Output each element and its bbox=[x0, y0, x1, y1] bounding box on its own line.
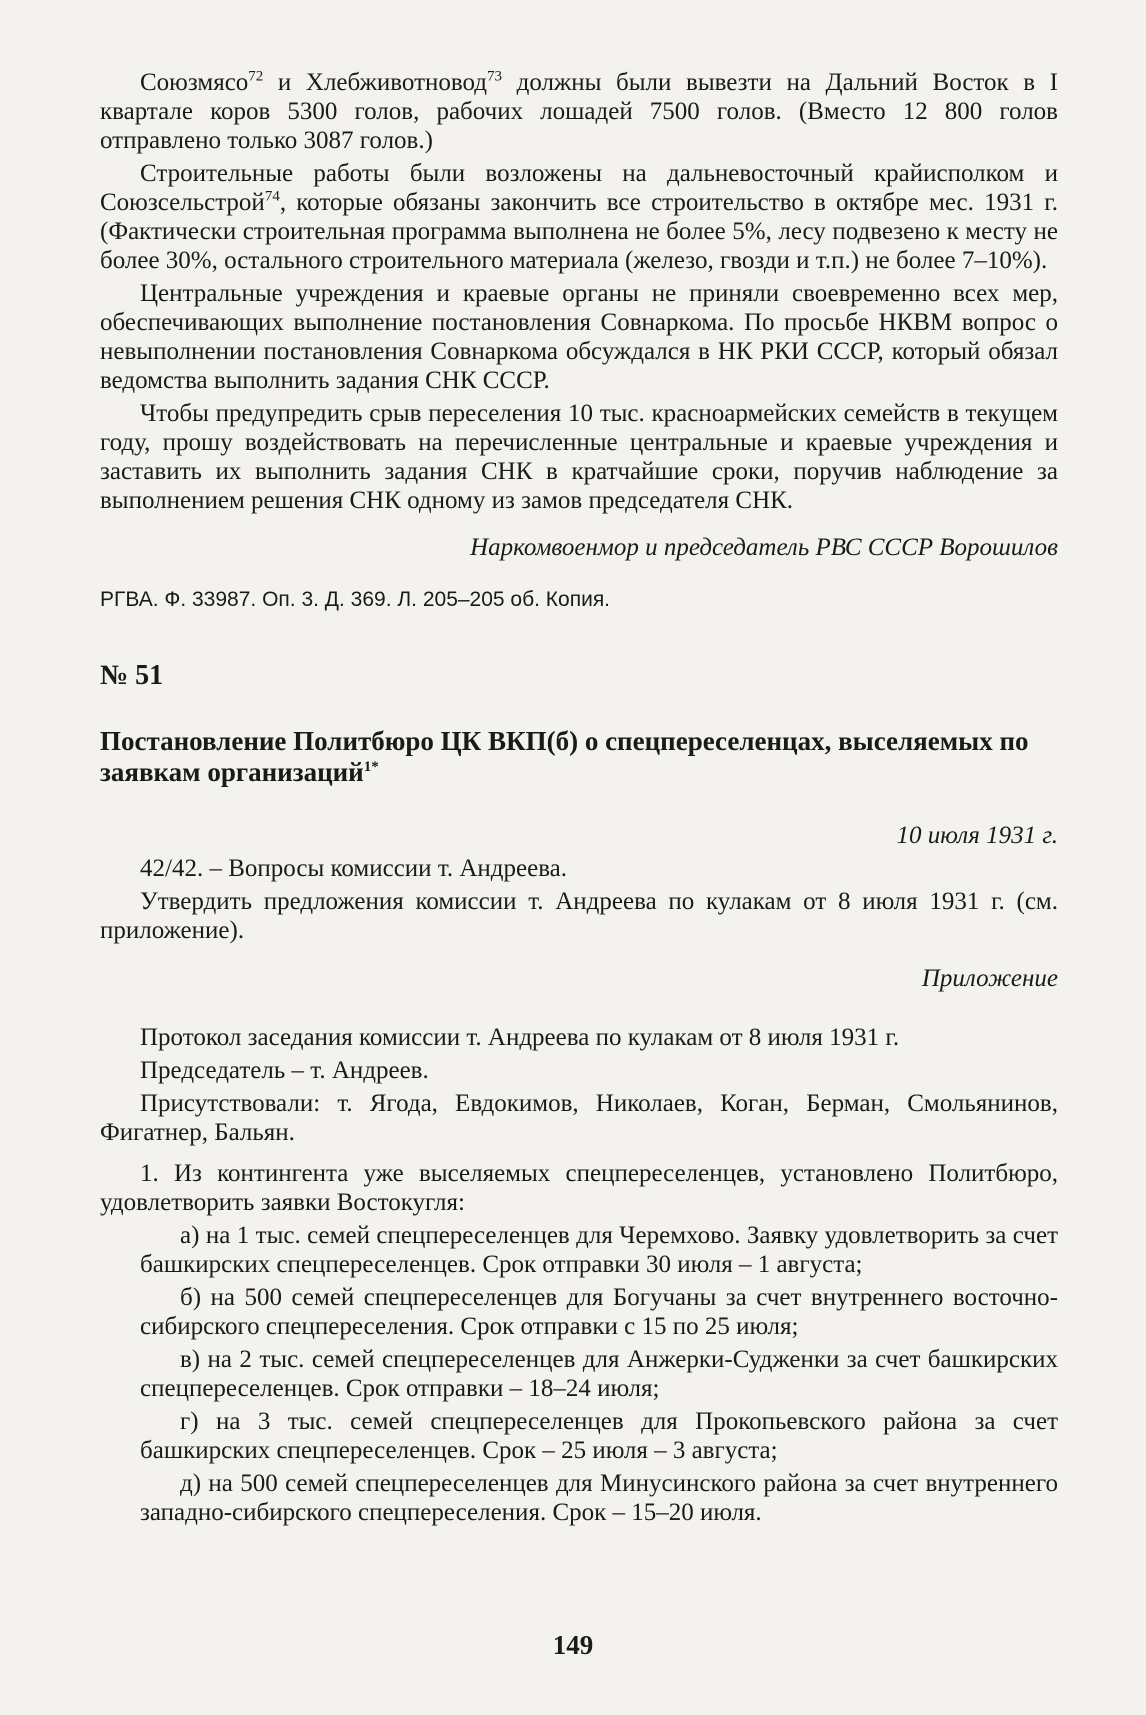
resolution-line: 42/42. – Вопросы комиссии т. Андреева. bbox=[140, 855, 568, 882]
document-title: Постановление Политбюро ЦК ВКП(б) о спецпереселенцах, выселяемых по заявкам организаций$^{1*}$ bbox=[100, 726, 1029, 787]
footnote-ref-1: 1* bbox=[363, 759, 379, 775]
appendix-label: Приложение bbox=[921, 965, 1058, 992]
page-number: 149 bbox=[552, 1630, 594, 1660]
protocol-title: Протокол заседания комиссии т. Андреева по кулакам от 8 июля 1931 г. bbox=[140, 1024, 900, 1051]
paragraph-4: Чтобы предупредить срыв переселения 10 тыс. красноармейских семейств в текущем году, прошу воздействовать на перечисленные центральные и краевые учреждения и заставить их выполнить задания СНК в кратчайшие сроки, поручив наблюдение за выполнением решения СНК одному из замов председателя СНК. bbox=[100, 400, 1058, 514]
attendees-line: Присутствовали: т. Ягода, Евдокимов, Николаев, Коган, Берман, Смольянинов, Фигатнер, Бальян. bbox=[100, 1090, 1058, 1146]
footnote-ref-72: 72 bbox=[248, 68, 264, 85]
resolution-text: Утвердить предложения комиссии т. Андреева по кулакам от 8 июля 1931 г. (см. приложение). bbox=[100, 888, 1058, 944]
archive-reference: РГВА. Ф. 33987. Оп. 3. Д. 369. Л. 205–205 об. Копия. bbox=[100, 588, 611, 611]
document-date: 10 июля 1931 г. bbox=[896, 822, 1058, 849]
paragraph-3: Центральные учреждения и краевые органы не приняли своевременно всех мер, обеспечивающих выполнение постановления Совнаркома. По просьбе НКВМ вопрос о невыполнении постановления Совнаркома обсуждался в НК РКИ СССР, который обязал ведомства выполнить задания СНК СССР. bbox=[100, 280, 1058, 394]
paragraph-2: Строительные работы были возложены на дальневосточный крайисполком и Союзсельстрой$^{74}$, которые обязаны закончить все строительство в октябре мес. 1931 г. (Фактически строительная программа выполнена не более 5%, лесу подвезено к месту не более 30%, остального строительного материала (железо, гвозди и т.п.) не более 7–10%). bbox=[100, 160, 1058, 274]
footnote-ref-73: 73 bbox=[487, 68, 503, 85]
list-item: д) на 500 семей спецпереселенцев для Минусинского района за счет внутреннего западно-сибирского спецпереселения. Срок – 15–20 июля. bbox=[140, 1470, 1058, 1526]
list-item: а) на 1 тыс. семей спецпереселенцев для Черемхово. Заявку удовлетворить за счет башкирских спецпереселенцев. Срок отправки 30 июля – 1 августа; bbox=[140, 1222, 1058, 1278]
point-1: 1. Из контингента уже выселяемых спецпереселенцев, установлено Политбюро, удовлетворить заявки Востокугля: bbox=[100, 1160, 1058, 1216]
list-item: г) на 3 тыс. семей спецпереселенцев для Прокопьевского района за счет башкирских спецпереселенцев. Срок – 25 июля – 3 августа; bbox=[140, 1408, 1058, 1464]
signature: Наркомвоенмор и председатель РВС СССР Ворошилов bbox=[470, 534, 1058, 561]
document-number: № 51 bbox=[100, 660, 164, 691]
point-1-items bbox=[140, 1221, 1058, 1527]
chairman-line: Председатель – т. Андреев. bbox=[140, 1057, 429, 1084]
list-item: б) на 500 семей спецпереселенцев для Богучаны за счет внутреннего восточно-сибирского спецпереселения. Срок отправки с 15 по 25 июля; bbox=[140, 1284, 1058, 1340]
paragraph-1: Союзмясо$^{72}$ и Хлебживотновод$^{73}$ должны были вывезти на Дальний Восток в I квартале коров 5300 голов, рабочих лошадей 7500 голов. (Вместо 12 800 голов отправлено только 3087 голов.) bbox=[100, 68, 1059, 154]
footnote-ref-74: 74 bbox=[264, 188, 280, 205]
list-item: в) на 2 тыс. семей спецпереселенцев для Анжерки-Судженки за счет башкирских спецпереселенцев. Срок отправки – 18–24 июля; bbox=[140, 1346, 1058, 1402]
